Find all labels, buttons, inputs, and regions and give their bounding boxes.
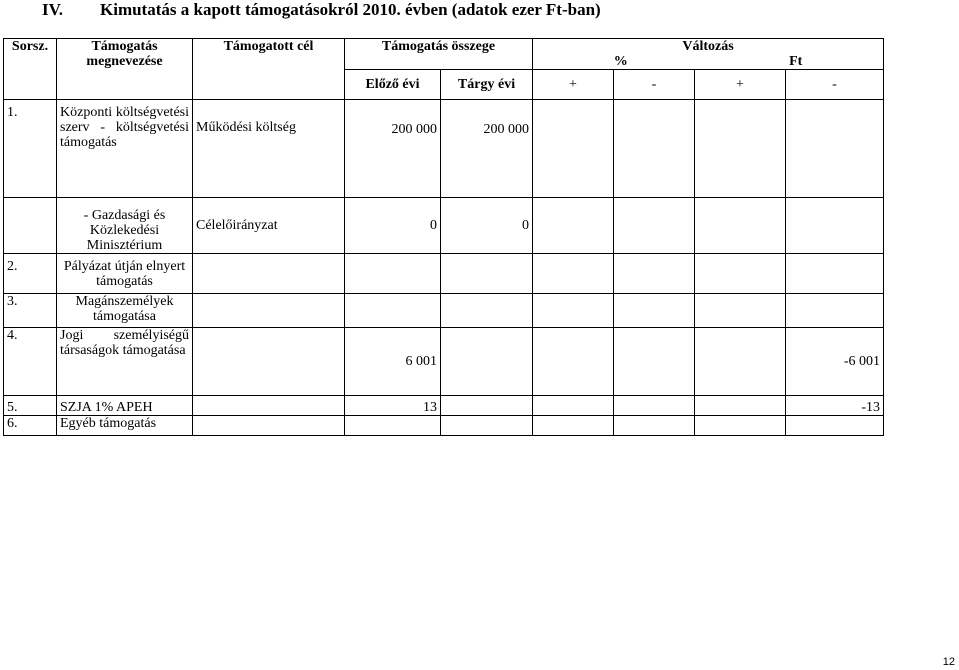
table-row [4,328,884,396]
row-name: Központi költségvetési szerv - költségvetési támogatás [57,100,193,198]
row-cel [193,396,345,416]
header-ft-plus: + [695,70,786,100]
table-row [4,416,884,436]
cell-empty [695,100,786,198]
cell-empty [695,416,786,436]
header-pct-minus: - [614,70,695,100]
cell-empty [695,254,786,294]
cell-empty [533,198,614,254]
cell-empty [695,396,786,416]
section-number: IV. [42,0,63,19]
row-targy [441,254,533,294]
header-valtozas-sub [533,54,883,69]
row-cel [193,328,345,396]
row-cel [193,416,345,436]
cell-empty [533,328,614,396]
row-elozo [345,294,441,328]
cell-empty [533,254,614,294]
cell-empty [614,100,695,198]
cell-empty [533,416,614,436]
row-num: 4. [4,328,57,396]
cell-empty [614,294,695,328]
page-number: 12 [942,656,955,668]
cell-empty [614,396,695,416]
table-row [4,100,884,198]
cell-empty [695,294,786,328]
row-num [4,198,57,254]
row-name: Jogi személyiségű társaságok támogatása [57,328,193,396]
row-num: 2. [4,254,57,294]
row-targy [441,328,533,396]
row-targy [441,294,533,328]
row-ft-minus [786,100,884,198]
header-megnevezes: Támogatás megnevezése [57,39,193,100]
row-elozo: 0 [345,198,441,254]
table-row [4,396,884,416]
support-table [3,38,884,436]
cell-empty [695,198,786,254]
cell-empty [533,294,614,328]
row-name: SZJA 1% APEH [57,396,193,416]
row-cel: Működési költség [193,100,345,198]
row-ft-minus [786,254,884,294]
row-ft-minus [786,198,884,254]
row-elozo [345,416,441,436]
table-row [4,294,884,328]
row-cel [193,294,345,328]
row-elozo: 13 [345,396,441,416]
cell-empty [533,396,614,416]
header-ft: Ft [789,54,803,69]
header-valtozas: Változás [682,39,734,54]
row-num: 3. [4,294,57,328]
row-cel: Célelőirányzat [193,198,345,254]
header-row-1 [4,39,884,70]
row-cel [193,254,345,294]
row-num: 5. [4,396,57,416]
cell-empty [614,198,695,254]
row-targy [441,416,533,436]
row-ft-minus: -6 001 [786,328,884,396]
header-osszeg: Támogatás összege [345,39,533,70]
header-cel: Támogatott cél [193,39,345,100]
row-elozo: 200 000 [345,100,441,198]
header-targy: Tárgy évi [441,70,533,100]
cell-empty [614,416,695,436]
header-valtozas-group [533,39,884,70]
row-elozo [345,254,441,294]
row-elozo: 6 001 [345,328,441,396]
row-num: 6. [4,416,57,436]
row-name: Egyéb támogatás [57,416,193,436]
header-ft-minus: - [786,70,884,100]
header-pct-plus: + [533,70,614,100]
row-name: Pályázat útján elnyert támogatás [57,254,193,294]
header-elozo: Előző évi [345,70,441,100]
table-row [4,198,884,254]
row-name: Magánszemélyek támogatása [57,294,193,328]
cell-empty [695,328,786,396]
table-row [4,254,884,294]
cell-empty [533,100,614,198]
cell-empty [614,254,695,294]
row-targy: 0 [441,198,533,254]
row-ft-minus [786,294,884,328]
page-title [42,0,601,20]
cell-empty [614,328,695,396]
row-ft-minus [786,416,884,436]
row-ft-minus: -13 [786,396,884,416]
header-sorsz: Sorsz. [4,39,57,100]
header-pct: % [613,54,628,69]
row-targy [441,396,533,416]
row-num: 1. [4,100,57,198]
section-title: Kimutatás a kapott támogatásokról 2010. évben (adatok ezer Ft-ban) [100,0,601,19]
row-targy: 200 000 [441,100,533,198]
row-name: - Gazdasági és Közlekedési Minisztérium [57,198,193,254]
